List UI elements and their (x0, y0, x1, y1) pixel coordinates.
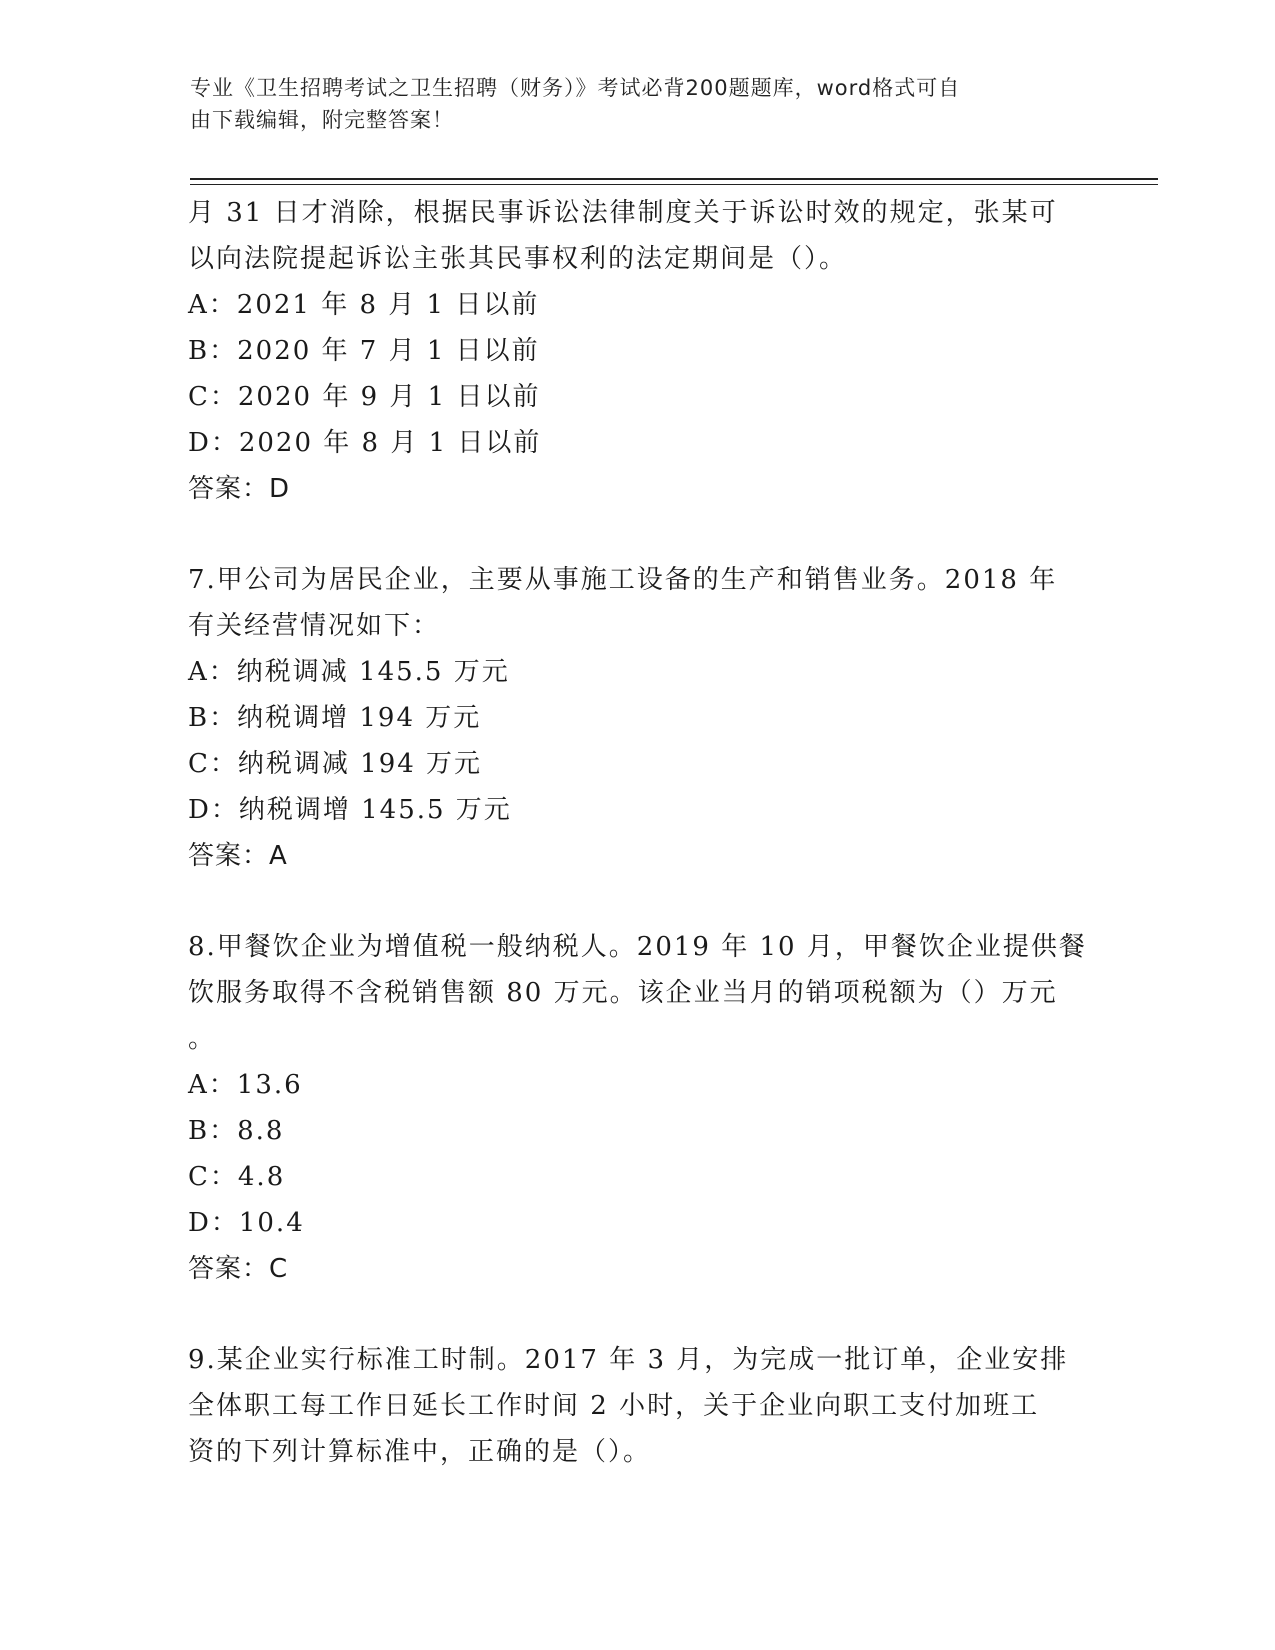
option-b: B：2020 年 7 月 1 日以前 (188, 336, 540, 366)
option-a: A：纳税调减 145.5 万元 (188, 657, 510, 687)
spacer (188, 512, 1088, 557)
answer-line: 答案：D (188, 474, 291, 504)
option-c: C：纳税调减 194 万元 (188, 749, 483, 779)
question-text-line: 9.某企业实行标准工时制。2017 年 3 月，为完成一批订单，企业安排 (188, 1345, 1069, 1375)
option-c: C：2020 年 9 月 1 日以前 (188, 382, 541, 412)
question-6 (188, 190, 1088, 512)
header-line-1: 专业《卫生招聘考试之卫生招聘（财务）》考试必背200题题库，word格式可自 (190, 76, 961, 100)
header-divider-thick (190, 178, 1158, 180)
question-9 (188, 1337, 1088, 1475)
question-text-line: 有关经营情况如下： (188, 611, 441, 641)
question-text-line: 以向法院提起诉讼主张其民事权利的法定期间是（）。 (188, 244, 848, 274)
option-a: A：13.6 (188, 1070, 303, 1100)
option-a: A：2021 年 8 月 1 日以前 (188, 290, 540, 320)
option-d: D：2020 年 8 月 1 日以前 (188, 428, 542, 458)
header-divider-thin (190, 184, 1158, 185)
option-d: D：纳税调增 145.5 万元 (188, 795, 512, 825)
option-c: C：4.8 (188, 1162, 286, 1192)
question-7 (188, 557, 1088, 879)
option-b: B：纳税调增 194 万元 (188, 703, 482, 733)
header-line-2: 由下载编辑，附完整答案！ (190, 108, 454, 132)
answer-line: 答案：C (188, 1254, 289, 1284)
question-text-line: 全体职工每工作日延长工作时间 2 小时，关于企业向职工支付加班工 (188, 1391, 1040, 1421)
answer-line: 答案：A (188, 841, 288, 871)
spacer (188, 1292, 1088, 1337)
option-b: B：8.8 (188, 1116, 285, 1146)
question-text-line: 月 31 日才消除，根据民事诉讼法律制度关于诉讼时效的规定，张某可 (188, 198, 1058, 228)
question-text-line: 8.甲餐饮企业为增值税一般纳税人。2019 年 10 月，甲餐饮企业提供餐 (188, 932, 1087, 962)
option-d: D：10.4 (188, 1208, 305, 1238)
question-text-line: 7.甲公司为居民企业，主要从事施工设备的生产和销售业务。2018 年 (188, 565, 1058, 595)
question-text-line: 饮服务取得不含税销售额 80 万元。该企业当月的销项税额为（）万元 (188, 978, 1058, 1008)
question-text-line: 资的下列计算标准中，正确的是（）。 (188, 1437, 652, 1467)
spacer (188, 879, 1088, 924)
document-body (188, 190, 1088, 1475)
question-8 (188, 924, 1088, 1292)
question-text-line: 。 (188, 1024, 217, 1054)
document-header (190, 72, 1070, 136)
